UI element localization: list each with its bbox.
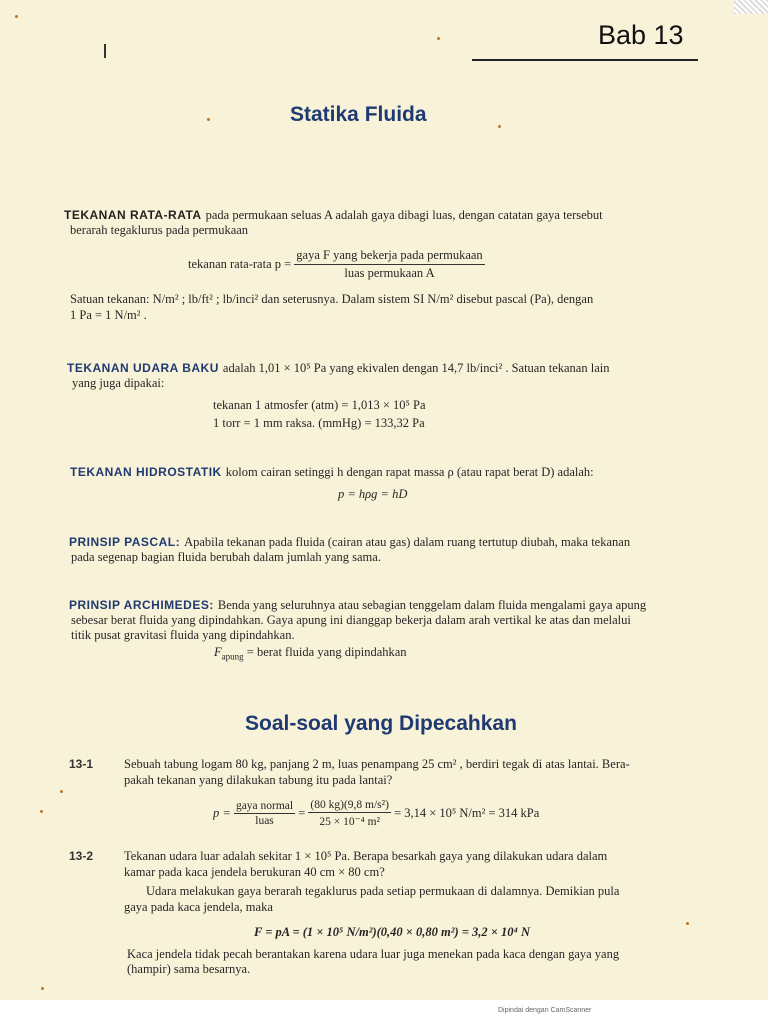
hydrostatic-block (70, 463, 594, 481)
problem2-line6: (hampir) sama besarnya. (127, 962, 251, 976)
footer-strip (0, 1000, 768, 1024)
buoyancy-rest: = berat fluida yang dipindahkan (243, 645, 407, 659)
units-line1: Satuan tekanan: N/m² ; lb/ft² ; lb/inci² dan seterusnya. Dalam sistem SI N/m² disebut pascal (Pa), dengan (70, 292, 594, 306)
units-line2: 1 Pa = 1 N/m² . (70, 308, 147, 322)
pascal-line1: Apabila tekanan pada fluida (cairan atau gas) dalam ruang tertutup diubah, maka tekanan (184, 535, 631, 549)
buoyancy-subscript: apung (221, 651, 244, 662)
chapter-label: Bab 13 (598, 20, 684, 50)
solved-problems-title: Soal-soal yang Dipecahkan (245, 712, 517, 735)
archimedes-line1: Benda yang seluruhnya atau sebagian tenggelam dalam fluida mengalami gaya apung (217, 598, 647, 612)
speck (40, 810, 43, 813)
problem1-line1: Sebuah tabung logam 80 kg, panjang 2 m, luas penampang 25 cm² , berdiri tegak di atas lantai. Bera- (124, 757, 630, 771)
pen-mark (104, 44, 106, 58)
avg-pressure-line1: pada permukaan seluas A adalah gaya dibagi luas, dengan catatan gaya tersebut (205, 208, 603, 222)
archimedes-line3: titik pusat gravitasi fluida yang dipindahkan. (71, 628, 295, 642)
avg-pressure-equation (188, 248, 485, 281)
problem2-line2: kamar pada kaca jendela berukuran 40 cm × 80 cm? (124, 865, 385, 879)
scan-watermark: Dipindai dengan CamScanner (498, 1007, 592, 1014)
problem1-line2: pakah tekanan yang dilakukan tabung itu pada lantai? (124, 773, 393, 787)
speck (498, 125, 501, 128)
p1-eq-fraction1 (234, 800, 295, 827)
standard-pressure-line2: yang juga dipakai: (72, 376, 165, 390)
hydrostatic-term: TEKANAN HIDROSTATIK (70, 465, 222, 479)
hydrostatic-line1: kolom cairan setinggi h dengan rapat massa ρ (atau rapat berat D) adalah: (225, 465, 594, 479)
torr-equation: 1 torr = 1 mm raksa. (mmHg) = 133,32 Pa (213, 416, 425, 430)
chapter-underline (472, 59, 698, 61)
avg-eq-left: tekanan rata-rata p = (188, 257, 292, 271)
problem2-line3: Udara melakukan gaya berarah tegaklurus pada setiap permukaan di dalamnya. Demikian pula (146, 884, 620, 898)
p1-eq-num1: gaya normal (235, 800, 294, 812)
p1-eq-p: p = (213, 806, 231, 820)
p1-eq-den2: 25 × 10⁻⁴ m² (319, 816, 380, 828)
archimedes-term: PRINSIP ARCHIMEDES: (69, 598, 214, 612)
pascal-line2: pada segenap bagian fluida berubah dalam jumlah yang sama. (71, 550, 381, 564)
problem1-equation (213, 799, 539, 828)
p1-eq-fraction2 (308, 799, 391, 828)
buoyancy-equation (214, 645, 407, 662)
buoyancy-f: F (214, 645, 222, 659)
archimedes-line2: sebesar berat fluida yang dipindahkan. Gaya apung ini dianggap bekerja dalam arah vertikal ke atas dan melalui (71, 613, 631, 627)
speck (437, 37, 440, 40)
standard-pressure-line1: adalah 1,01 × 10⁵ Pa yang ekivalen dengan 14,7 lb/inci² . Satuan tekanan lain (222, 361, 610, 375)
torn-corner (734, 0, 768, 14)
hydrostatic-equation: p = hρg = hD (338, 487, 408, 501)
p1-eq-den1: luas (255, 815, 274, 827)
pascal-term: PRINSIP PASCAL: (69, 535, 181, 549)
speck (41, 987, 44, 990)
avg-eq-fraction (294, 248, 484, 281)
problem-number: 13-1 (69, 757, 94, 771)
p1-eq-equals: = (298, 806, 306, 820)
problem2-line4: gaya pada kaca jendela, maka (124, 900, 273, 914)
standard-pressure-term: TEKANAN UDARA BAKU (67, 361, 219, 375)
speck (60, 790, 63, 793)
problem2-line5: Kaca jendela tidak pecah berantakan karena udara luar juga menekan pada kaca dengan gaya yang (127, 947, 620, 961)
speck (686, 922, 689, 925)
problem-number: 13-2 (69, 849, 94, 863)
avg-eq-numerator: gaya F yang bekerja pada permukaan (294, 248, 484, 265)
problem2-equation: F = pA = (1 × 10⁵ N/m²)(0,40 × 0,80 m²) = 3,2 × 10⁴ N (254, 925, 531, 939)
p1-eq-result: = 3,14 × 10⁵ N/m² = 314 kPa (394, 806, 540, 820)
atm-equation: tekanan 1 atmosfer (atm) = 1,013 × 10⁵ Pa (213, 398, 426, 412)
problem2-line1: Tekanan udara luar adalah sekitar 1 × 10⁵ Pa. Berapa besarkah gaya yang dilakukan udara dalam (124, 849, 608, 863)
speck (207, 118, 210, 121)
page-title: Statika Fluida (290, 103, 427, 126)
speck (15, 15, 18, 18)
p1-eq-num2: (80 kg)(9,8 m/s²) (310, 799, 389, 811)
avg-eq-denominator: luas permukaan A (344, 266, 435, 280)
avg-pressure-term: TEKANAN RATA-RATA (64, 208, 202, 222)
avg-pressure-line2: berarah tegaklurus pada permukaan (70, 223, 249, 237)
